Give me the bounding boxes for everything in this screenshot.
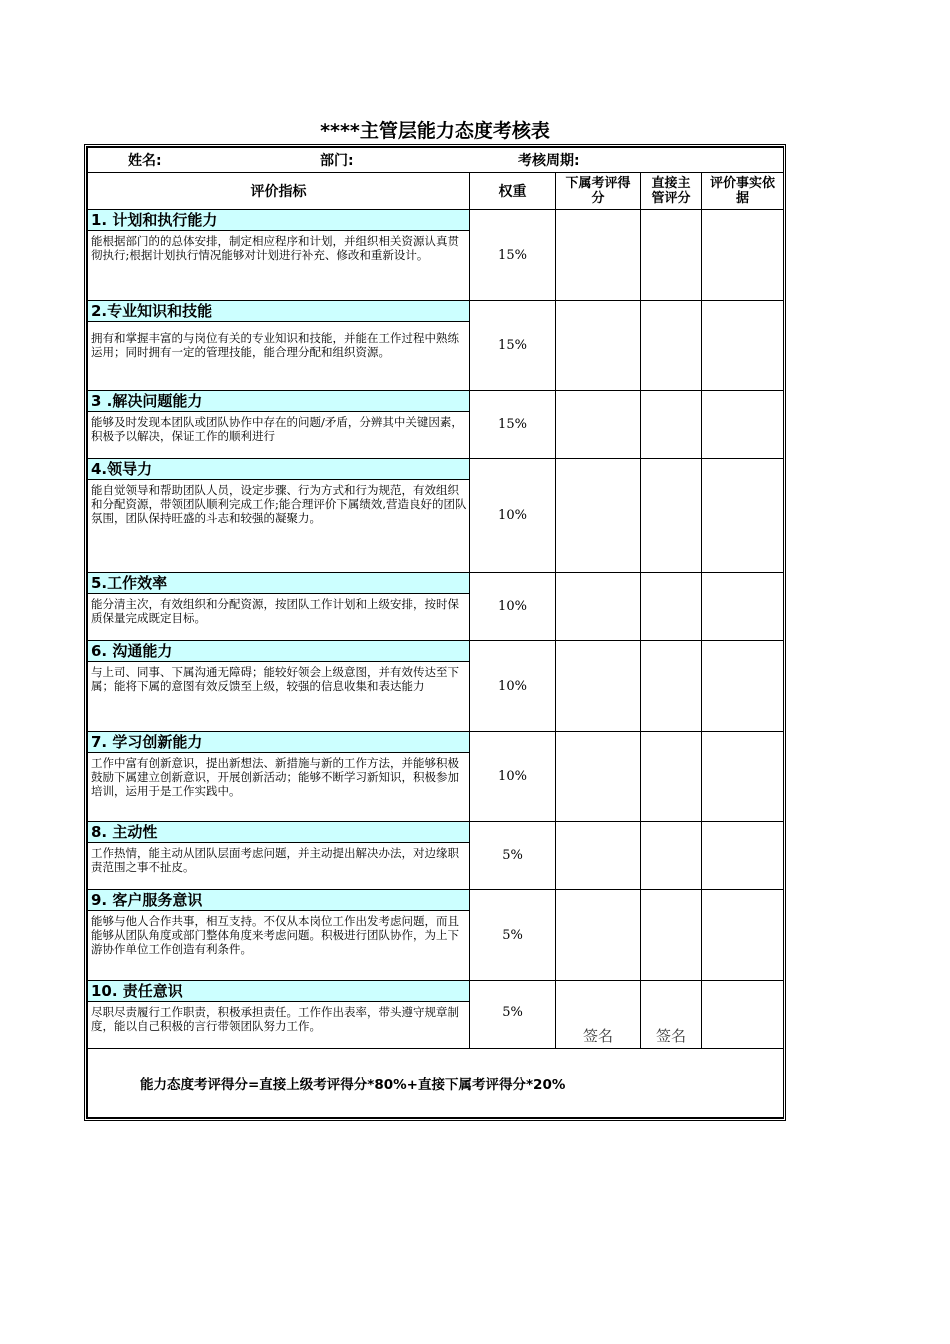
supervisor-score-cell[interactable] <box>641 573 702 641</box>
table-row <box>88 822 784 890</box>
item-weight: 15% <box>470 210 556 301</box>
evidence-cell[interactable] <box>702 732 784 822</box>
item-desc: 拥有和掌握丰富的与岗位有关的专业知识和技能，并能在工作过程中熟练运用；同时拥有一定的管理技能，能合理分配和组织资源。 <box>91 331 459 359</box>
item-desc: 能够与他人合作共事，相互支持。不仅从本岗位工作出发考虑问题，而且能够从团队角度或部门整体角度来考虑问题。积极进行团队协作，为上下游协作单位工作创造有利条件。 <box>91 914 459 956</box>
supervisor-score-cell[interactable] <box>641 822 702 890</box>
item-title: 4.领导力 <box>88 459 469 480</box>
header-supervisor-score: 直接主管评分 <box>641 173 702 210</box>
info-row <box>88 148 784 173</box>
supervisor-score-cell[interactable] <box>641 210 702 301</box>
item-weight: 10% <box>470 573 556 641</box>
item-desc: 与上司、同事、下属沟通无障碍；能较好领会上级意图，并有效传达至下属；能将下属的意图有效反馈至上级，较强的信息收集和表达能力 <box>91 665 459 693</box>
evidence-cell[interactable] <box>702 890 784 981</box>
item-title: 2.专业知识和技能 <box>88 301 469 322</box>
header-indicator: 评价指标 <box>88 173 470 210</box>
subordinate-score-cell[interactable] <box>556 459 641 573</box>
item-desc: 能根据部门的的总体安排，制定相应程序和计划，并组织相关资源认真贯彻执行;根据计划执行情况能够对计划进行补充、修改和重新设计。 <box>91 234 459 262</box>
subordinate-score-cell[interactable] <box>556 822 641 890</box>
subordinate-score-cell[interactable] <box>556 391 641 459</box>
form-title: ****主管层能力态度考核表 <box>320 120 550 142</box>
evidence-cell[interactable] <box>702 391 784 459</box>
table-row <box>88 732 784 822</box>
item-weight: 5% <box>470 890 556 981</box>
header-row <box>88 173 784 210</box>
appraisal-form <box>84 144 786 1121</box>
formula-row <box>88 1049 784 1118</box>
evidence-cell[interactable] <box>702 301 784 391</box>
item-weight: 15% <box>470 391 556 459</box>
supervisor-score-cell[interactable] <box>641 391 702 459</box>
table-row <box>88 459 784 573</box>
item-desc: 工作热情，能主动从团队层面考虑问题，并主动提出解决办法，对边缘职责范围之事不扯皮。 <box>91 846 459 874</box>
evidence-cell[interactable] <box>702 641 784 732</box>
item-title: 1. 计划和执行能力 <box>88 210 469 231</box>
table-row <box>88 641 784 732</box>
item-title: 7. 学习创新能力 <box>88 732 469 753</box>
table-row <box>88 391 784 459</box>
table-row <box>88 573 784 641</box>
item-weight: 10% <box>470 459 556 573</box>
header-evidence: 评价事实依据 <box>702 173 784 210</box>
item-desc: 能分清主次，有效组织和分配资源，按团队工作计划和上级安排，按时保质保量完成既定目标。 <box>91 597 459 625</box>
item-title: 9. 客户服务意识 <box>88 890 469 911</box>
item-title: 10. 责任意识 <box>88 981 469 1002</box>
table-row <box>88 890 784 981</box>
evidence-cell[interactable] <box>702 822 784 890</box>
subordinate-signature[interactable]: 签名 <box>556 981 641 1049</box>
table-row <box>88 301 784 391</box>
header-subordinate-score: 下属考评得分 <box>556 173 641 210</box>
supervisor-score-cell[interactable] <box>641 732 702 822</box>
item-desc: 能够及时发现本团队或团队协作中存在的问题/矛盾，分辨其中关键因素，积极予以解决，保证工作的顺利进行 <box>91 415 463 443</box>
name-label: 姓名: <box>128 153 162 169</box>
table-row <box>88 981 784 1049</box>
item-weight: 10% <box>470 732 556 822</box>
table-row <box>88 210 784 301</box>
item-title: 8. 主动性 <box>88 822 469 843</box>
supervisor-score-cell[interactable] <box>641 890 702 981</box>
item-title: 5.工作效率 <box>88 573 469 594</box>
item-title: 3 .解决问题能力 <box>88 391 469 412</box>
supervisor-score-cell[interactable] <box>641 459 702 573</box>
supervisor-score-cell[interactable] <box>641 301 702 391</box>
subordinate-score-cell[interactable] <box>556 890 641 981</box>
item-title: 6. 沟通能力 <box>88 641 469 662</box>
subordinate-score-cell[interactable] <box>556 573 641 641</box>
period-label: 考核周期: <box>518 153 580 169</box>
supervisor-score-cell[interactable] <box>641 641 702 732</box>
supervisor-signature[interactable]: 签名 <box>641 981 702 1049</box>
item-desc: 工作中富有创新意识，提出新想法、新措施与新的工作方法，并能够积极鼓励下属建立创新意识，开展创新活动；能够不断学习新知识，积极参加培训，运用于是工作实践中。 <box>91 756 459 798</box>
item-weight: 15% <box>470 301 556 391</box>
item-desc: 能自觉领导和帮助团队人员，设定步骤、行为方式和行为规范，有效组织和分配资源，带领团队顺利完成工作;能合理评价下属绩效,营造良好的团队氛围，团队保持旺盛的斗志和较强的凝聚力。 <box>91 483 467 525</box>
dept-label: 部门: <box>320 153 354 169</box>
score-formula: 能力态度考评得分=直接上级考评得分*80%+直接下属考评得分*20% <box>88 1049 784 1118</box>
evidence-cell[interactable] <box>702 573 784 641</box>
subordinate-score-cell[interactable] <box>556 641 641 732</box>
item-weight: 5% <box>470 981 556 1049</box>
header-weight: 权重 <box>470 173 556 210</box>
appraisal-table <box>87 147 784 1118</box>
evidence-cell[interactable] <box>702 210 784 301</box>
item-weight: 5% <box>470 822 556 890</box>
subordinate-score-cell[interactable] <box>556 732 641 822</box>
evidence-cell[interactable] <box>702 981 784 1049</box>
item-weight: 10% <box>470 641 556 732</box>
item-desc: 尽职尽责履行工作职责，积极承担责任。工作作出表率，带头遵守规章制度，能以自己积极的言行带领团队努力工作。 <box>91 1005 459 1033</box>
subordinate-score-cell[interactable] <box>556 301 641 391</box>
evidence-cell[interactable] <box>702 459 784 573</box>
subordinate-score-cell[interactable] <box>556 210 641 301</box>
